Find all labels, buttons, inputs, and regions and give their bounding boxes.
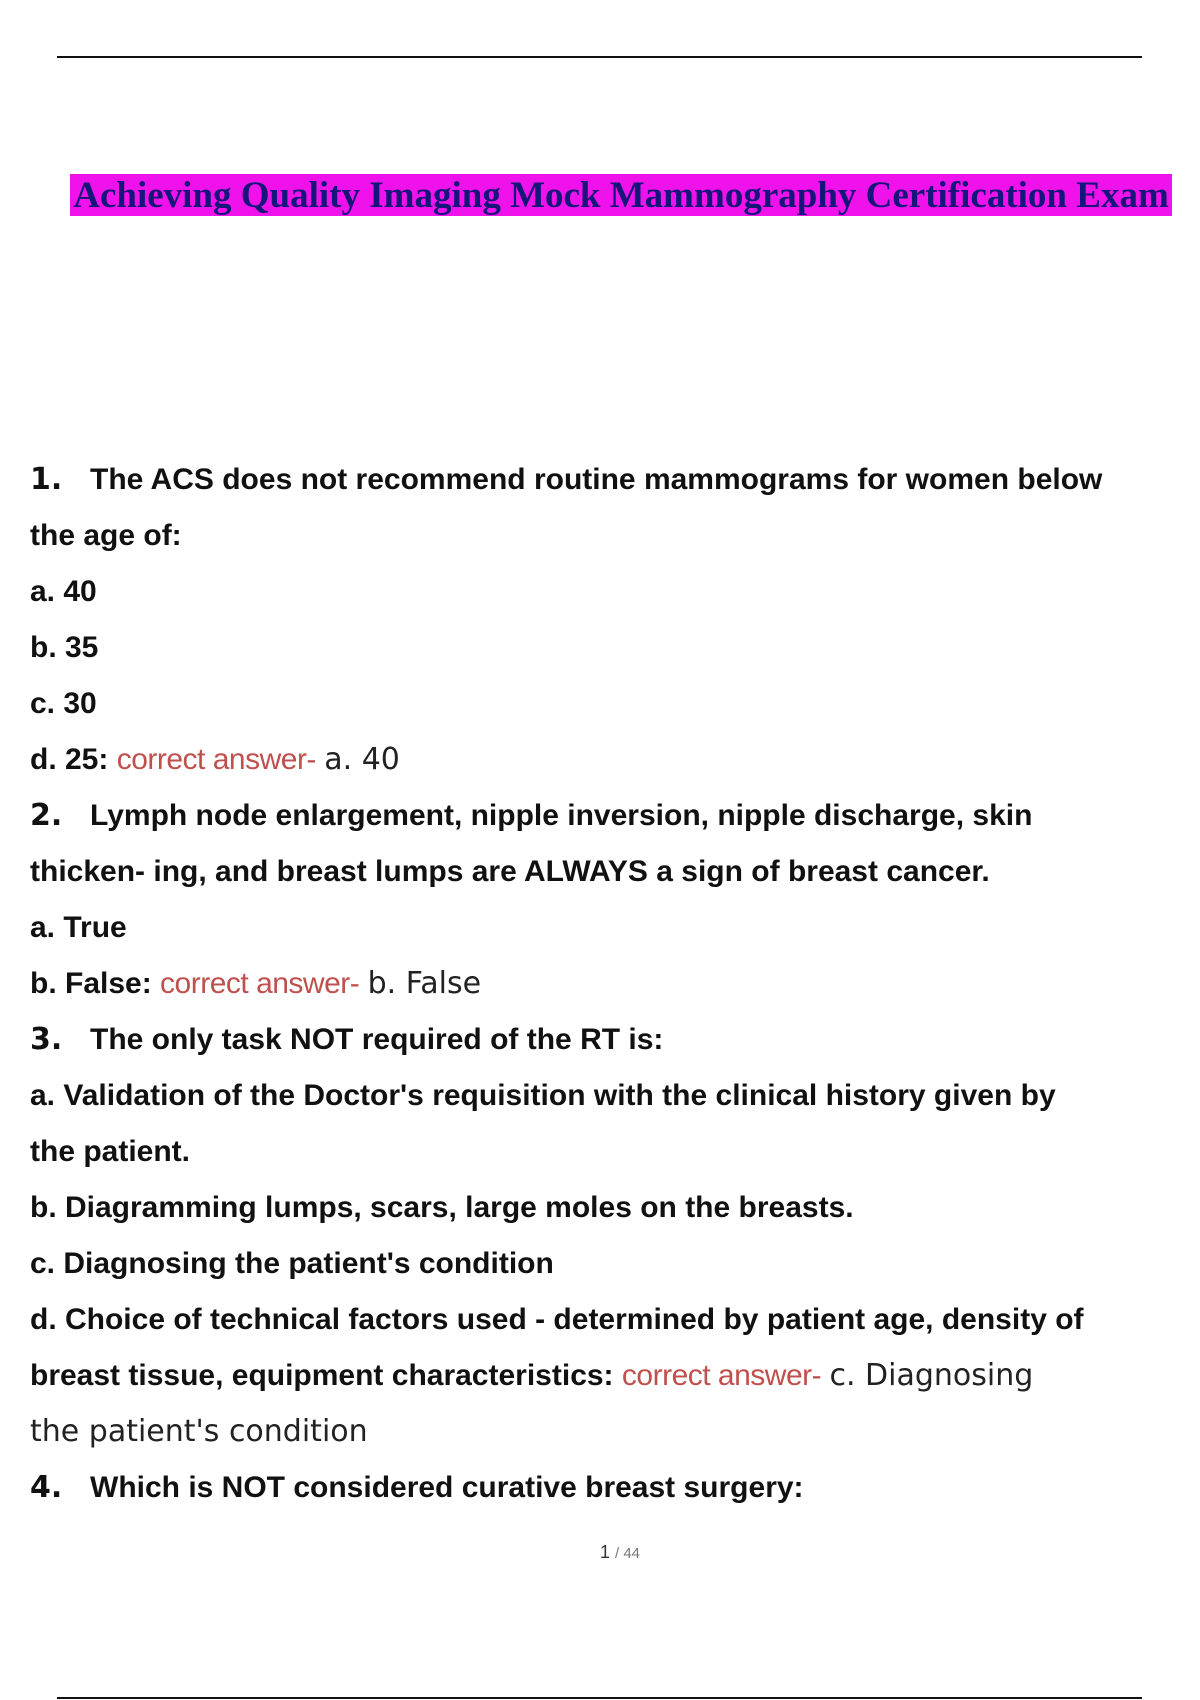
- option-d-cont: breast tissue, equipment characteristics:: [30, 1359, 614, 1392]
- option-c: c. 30: [30, 687, 97, 720]
- correct-answer-label: correct answer-: [116, 743, 316, 776]
- current-page: 1: [599, 1542, 610, 1562]
- option-b: b. Diagramming lumps, scars, large moles on the breasts.: [30, 1191, 854, 1224]
- option-a-cont: the patient.: [30, 1135, 191, 1168]
- question-text-cont: the age of:: [30, 519, 182, 552]
- bottom-rule: [57, 1697, 1142, 1699]
- correct-answer-cont: the patient's condition: [30, 1414, 368, 1449]
- option-d-with-answer: [30, 732, 1180, 788]
- option-a: a. 40: [30, 575, 97, 608]
- question-text: The ACS does not recommend routine mammograms for women below: [90, 463, 1103, 496]
- question-2: [30, 788, 1180, 844]
- correct-answer-label: correct answer-: [621, 1359, 822, 1392]
- question-text-cont: thicken- ing, and breast lumps are ALWAYS a sign of breast cancer.: [30, 855, 990, 888]
- question-3: [30, 1012, 1180, 1068]
- option-d-with-answer: [30, 1348, 1180, 1404]
- option-b-with-answer: [30, 956, 1180, 1012]
- correct-answer: c. Diagnosing: [829, 1358, 1034, 1393]
- question-1: [30, 452, 1180, 508]
- question-number: 3.: [30, 1022, 63, 1057]
- correct-answer-label: correct answer-: [160, 967, 360, 1000]
- total-pages: / 44: [615, 1545, 641, 1562]
- question-text: Which is NOT considered curative breast surgery:: [90, 1471, 804, 1504]
- option-d: d. Choice of technical factors used - determined by patient age, density of: [30, 1303, 1084, 1336]
- question-number: 4.: [30, 1470, 63, 1505]
- option-d: d. 25:: [30, 743, 109, 776]
- option-a: a. Validation of the Doctor's requisition with the clinical history given by: [30, 1079, 1056, 1112]
- page-indicator: [0, 1542, 1200, 1563]
- option-a: a. True: [30, 911, 127, 944]
- correct-answer: b. False: [367, 966, 482, 1001]
- top-rule: [57, 56, 1142, 58]
- document-title: Achieving Quality Imaging Mock Mammography Certification Exam: [73, 174, 1169, 216]
- option-c: c. Diagnosing the patient's condition: [30, 1247, 554, 1280]
- question-number: 1.: [30, 462, 63, 497]
- title-highlight: [70, 174, 1172, 216]
- question-number: 2.: [30, 798, 63, 833]
- correct-answer: a. 40: [324, 742, 400, 777]
- option-b: b. 35: [30, 631, 99, 664]
- question-4: [30, 1460, 1180, 1516]
- question-list: [30, 452, 1180, 1516]
- question-text: The only task NOT required of the RT is:: [90, 1023, 664, 1056]
- option-b: b. False:: [30, 967, 152, 1000]
- question-text: Lymph node enlargement, nipple inversion, nipple discharge, skin: [90, 799, 1033, 832]
